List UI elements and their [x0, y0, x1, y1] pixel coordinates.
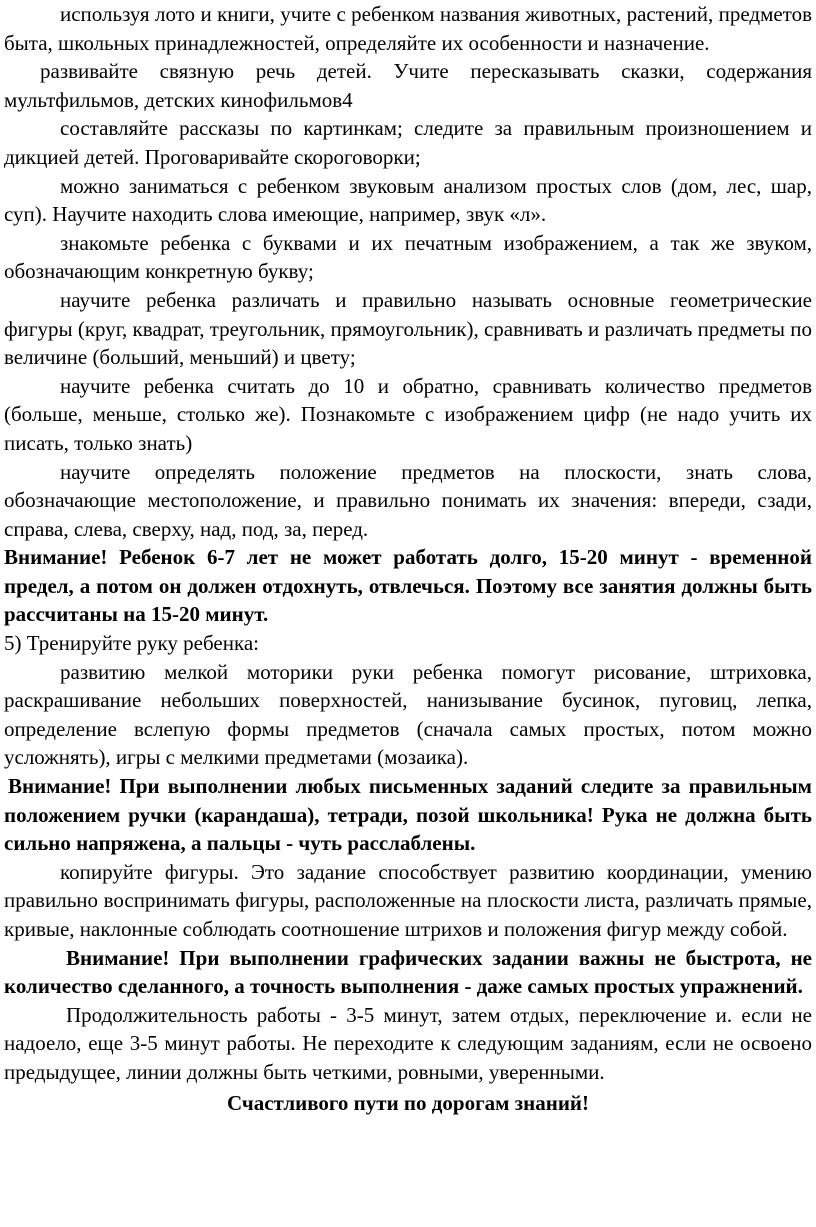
warning-duration: Внимание! Ребенок 6-7 лет не может работать долго, 15-20 минут - временной предел, а потом он должен отдохнуть, отвлечься. Поэтому все занятия должны быть рассчитаны на 15-20 минут.	[4, 545, 812, 627]
paragraph-picture-stories: составляйте рассказы по картинкам; следите за правильным произношением и дикцией детей. Проговаривайте скороговорки;	[4, 116, 812, 169]
paragraph-shapes: научите ребенка различать и правильно называть основные геометрические фигуры (круг, квадрат, треугольник, прямоугольник), сравнивать и различать предметы по величине (больший, меньший) и цвету;	[4, 287, 812, 370]
paragraph-fine-motor: развитию мелкой моторики руки ребенка помогут рисование, штриховка, раскрашивание небольших поверхностей, нанизывание бусинок, пуговиц, лепка, определение вслепую формы предметов (сначала самых простых, потом можно усложнять), игры с мелкими предметами (мозаика).	[4, 659, 812, 770]
section-heading-hand: 5) Тренируйте руку ребенка:	[4, 631, 259, 656]
paragraph-sound-analysis: можно заниматься с ребенком звуковым анализом простых слов (дом, лес, шар, суп). Научите находить слова имеющие, например, звук «л».	[4, 173, 812, 227]
paragraph-speech: развивайте связную речь детей. Учите пересказывать сказки, содержания мультфильмов, детских кинофильмов4	[4, 59, 812, 112]
paragraph-positions: научите определять положение предметов на плоскости, знать слова, обозначающие местоположение, и правильно понимать их значения: впереди, сзади, справа, слева, сверху, над, под, за, перед.	[4, 459, 812, 541]
document-page	[4, 0, 812, 1117]
paragraph-work-duration: Продолжительность работы - 3-5 минут, затем отдых, переключение и. если не надоело, еще 3-5 минут работы. Не переходите к следующим заданиям, если не освоено предыдущее, линии должны быть четкими, ровными, уверенными.	[4, 1002, 812, 1084]
paragraph-lotto-books: используя лото и книги, учите с ребенком названия животных, растений, предметов быта, школьных принадлежностей, определяйте их особенности и назначение.	[4, 2, 812, 55]
paragraph-counting: научите ребенка считать до 10 и обратно, сравнивать количество предметов (больше, меньше, столько же). Познакомьте с изображением цифр (не надо учить их писать, только знать)	[4, 373, 812, 455]
paragraph-copy-shapes: копируйте фигуры. Это задание способствует развитию координации, умению правильно воспринимать фигуры, расположенные на плоскости листа, различать прямые, кривые, наклонные соблюдать соотношение штрихов и положения фигур между собой.	[4, 859, 812, 941]
warning-accuracy: Внимание! При выполнении графических задании важны не быстрота, не количество сделанного, а точность выполнения - даже самых простых упражнений.	[4, 945, 812, 999]
closing-line: Счастливого пути по дорогам знаний!	[226, 1090, 590, 1115]
warning-posture: Внимание! При выполнении любых письменных заданий следите за правильным положением ручки (карандаша), тетради, позой школьника! Рука не должна быть сильно напряжена, а пальцы - чуть расслаблены.	[4, 774, 812, 856]
paragraph-letters: знакомьте ребенка с буквами и их печатным изображением, а так же звуком, обозначающим конкретную букву;	[4, 230, 812, 284]
